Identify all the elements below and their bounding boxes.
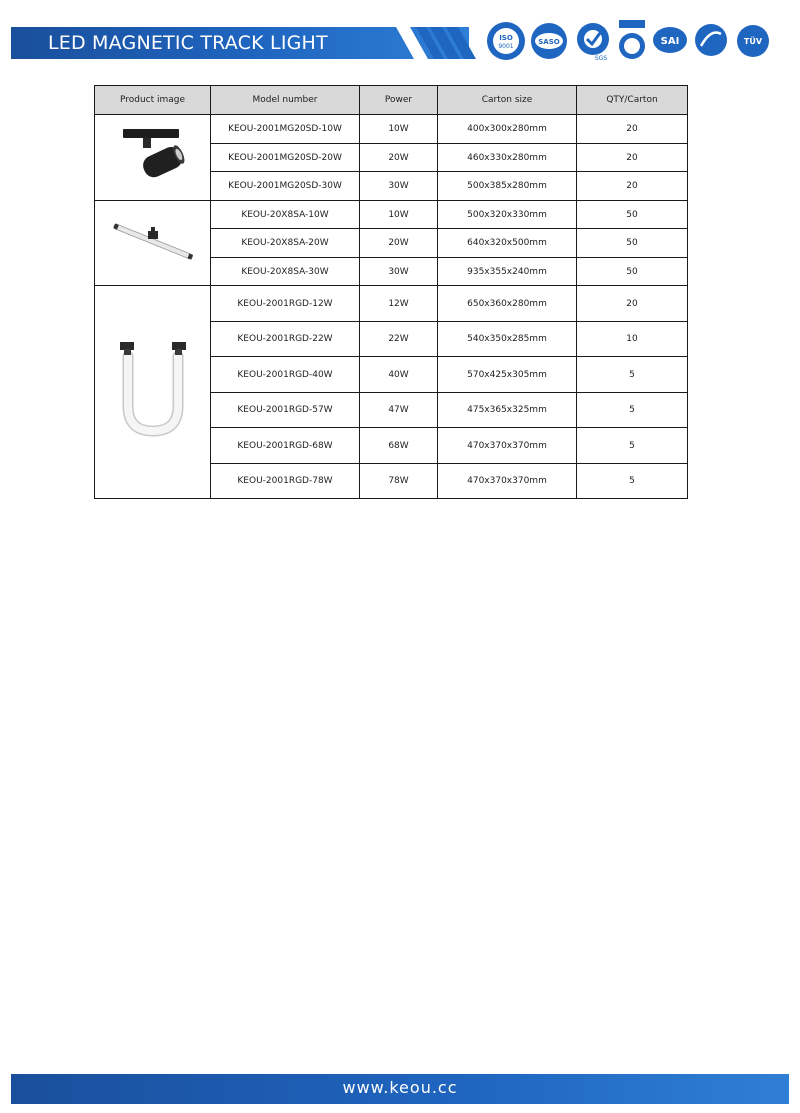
power-cell: 30W [360,258,438,286]
footer-website[interactable]: www.keou.cc [342,1078,458,1097]
table-row [95,201,688,229]
carton-cell: 470x370x370mm [438,464,577,499]
model-cell: KEOU-20X8SA-20W [211,229,360,258]
qty-cell: 50 [577,229,688,258]
carton-cell: 570x425x305mm [438,357,577,393]
column-header: Carton size [438,86,577,115]
svg-text:ISO: ISO [499,34,513,42]
svg-text:SASO: SASO [538,38,560,46]
svg-text:SAI: SAI [660,36,680,47]
qty-cell: 5 [577,393,688,428]
table-row [95,115,688,144]
carton-cell: 500x385x280mm [438,172,577,201]
model-cell: KEOU-20X8SA-10W [211,201,360,229]
qty-cell: 20 [577,172,688,201]
tuv-logo [735,20,771,62]
product-image-cell [95,115,211,201]
saso-logo [529,20,569,62]
table-header-row [95,86,688,115]
carton-cell: 640x320x500mm [438,229,577,258]
iso-9001-logo [485,20,527,62]
column-header: Product image [95,86,211,115]
carton-cell: 400x300x280mm [438,115,577,144]
qty-cell: 5 [577,464,688,499]
carton-cell: 500x320x330mm [438,201,577,229]
power-cell: 47W [360,393,438,428]
power-cell: 10W [360,115,438,144]
carton-cell: 460x330x280mm [438,144,577,172]
power-cell: 20W [360,144,438,172]
carton-cell: 475x365x325mm [438,393,577,428]
power-cell: 10W [360,201,438,229]
linear-bar-image [105,217,201,267]
column-header: Power [360,86,438,115]
svg-text:TÜV: TÜV [743,37,763,46]
seal-logo [617,20,647,64]
column-header: QTY/Carton [577,86,688,115]
carton-cell: 470x370x370mm [438,428,577,464]
column-header: Model number [211,86,360,115]
rohs-logo [693,20,729,62]
qty-cell: 10 [577,322,688,357]
power-cell: 40W [360,357,438,393]
product-image-cell [95,201,211,286]
svg-text:SGS: SGS [594,55,608,62]
svg-text:9001: 9001 [498,43,514,50]
qty-cell: 5 [577,428,688,464]
power-cell: 20W [360,229,438,258]
model-cell: KEOU-2001RGD-40W [211,357,360,393]
carton-cell: 540x350x285mm [438,322,577,357]
certification-logos [485,20,775,66]
sai-logo [651,20,689,62]
header-stripes-decoration [380,27,480,59]
sgs-logo [573,20,613,62]
model-cell: KEOU-2001MG20SD-30W [211,172,360,201]
model-cell: KEOU-2001MG20SD-20W [211,144,360,172]
qty-cell: 20 [577,286,688,322]
product-image-cell [95,286,211,499]
model-cell: KEOU-20X8SA-30W [211,258,360,286]
power-cell: 12W [360,286,438,322]
table-row [95,286,688,322]
model-cell: KEOU-2001MG20SD-10W [211,115,360,144]
page-title: LED MAGNETIC TRACK LIGHT [48,32,328,54]
qty-cell: 20 [577,144,688,172]
qty-cell: 20 [577,115,688,144]
model-cell: KEOU-2001RGD-12W [211,286,360,322]
power-cell: 68W [360,428,438,464]
product-spec-table [94,85,688,499]
power-cell: 22W [360,322,438,357]
power-cell: 78W [360,464,438,499]
qty-cell: 50 [577,258,688,286]
model-cell: KEOU-2001RGD-68W [211,428,360,464]
carton-cell: 650x360x280mm [438,286,577,322]
power-cell: 30W [360,172,438,201]
track-spotlight-image [113,121,193,191]
model-cell: KEOU-2001RGD-57W [211,393,360,428]
u-shape-light-image [108,336,198,446]
model-cell: KEOU-2001RGD-22W [211,322,360,357]
model-cell: KEOU-2001RGD-78W [211,464,360,499]
carton-cell: 935x355x240mm [438,258,577,286]
qty-cell: 50 [577,201,688,229]
qty-cell: 5 [577,357,688,393]
